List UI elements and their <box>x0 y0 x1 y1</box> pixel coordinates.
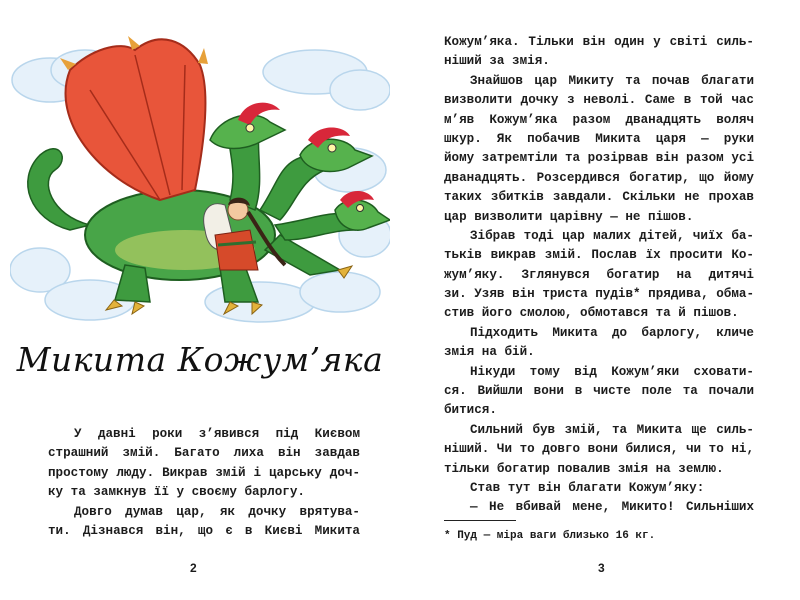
text-line: Підходить Микита до барлогу, кличе <box>470 325 754 340</box>
text-line: визволити дочку з неволі. Саме в той час <box>444 93 754 108</box>
page-number-left: 2 <box>190 561 197 575</box>
text-line: Зібрав тоді цар малих дітей, чиїх ба- <box>470 228 754 243</box>
text-line: Сильний був змій, та Микита ще силь- <box>470 422 754 437</box>
text-line: Довго думав цар, як дочку врятува- <box>74 504 360 519</box>
left-body-text <box>48 425 360 541</box>
text-line: тьків викрав змій. Послав їх просити Ко- <box>444 248 754 263</box>
text-line: шкур. Як побачив Микита царя — руки <box>444 131 754 146</box>
text-line: битися. <box>444 403 497 418</box>
text-line: страшний змій. Багато лиха він завдав <box>48 446 360 461</box>
text-line: Знайшов цар Микиту та почав благати <box>470 73 754 88</box>
text-line: Кожум’яка. Тільки він один у світі силь- <box>444 35 754 49</box>
text-line: У давні роки з’явився під Києвом <box>74 427 360 441</box>
text-line: м’яв Кожум’яка разом дванадцять воляч <box>444 112 754 127</box>
text-line: йому затремтіли та розірвав він разом усі <box>444 151 754 166</box>
text-line: простому люду. Викрав змій і царську доч- <box>48 465 360 480</box>
text-line: цар визволити царівну — не пішов. <box>444 209 694 224</box>
text-line: Став тут він благати Кожум’яку: <box>470 480 705 495</box>
text-line: зи. Узяв він триста пудів* прядива, обма- <box>444 287 754 302</box>
text-line: — Не вбивай мене, Микито! Сильніших <box>470 500 754 515</box>
text-line: стив його смолою, обмотався та й пішов. <box>444 306 739 321</box>
text-line: жум’яку. Зглянувся богатир на дитячі <box>444 267 754 282</box>
right-body-text <box>444 33 754 518</box>
three-headed-dragon-illustration <box>10 30 390 330</box>
text-line: таких збитків завдали. Скільки не прохав <box>444 190 754 205</box>
footnote: * Пуд — міра ваги близько 16 кг. <box>444 530 656 542</box>
text-line: дванадцять. Розсердився богатир, що йому <box>444 170 754 185</box>
text-line: ніший за змія. <box>444 54 550 69</box>
text-line: Нікуди тому від Кожум’яки сховати- <box>470 364 754 379</box>
footnote-divider <box>444 520 516 521</box>
text-line: ку та замкнув її у своєму барлогу. <box>48 485 305 500</box>
text-line: ти. Дізнався він, що є в Києві Микита <box>48 523 360 538</box>
chapter-title: Микита Кожум’яка <box>16 340 384 379</box>
page-number-right: 3 <box>598 561 605 575</box>
text-line: ніший. Чи то довго вони билися, чи то ні, <box>444 442 754 457</box>
text-line: тільки богатир повалив змія на землю. <box>444 461 724 476</box>
text-line: ся. Вийшли вони в чисте поле та почали <box>444 384 754 399</box>
text-line: змія на бій. <box>444 345 535 360</box>
